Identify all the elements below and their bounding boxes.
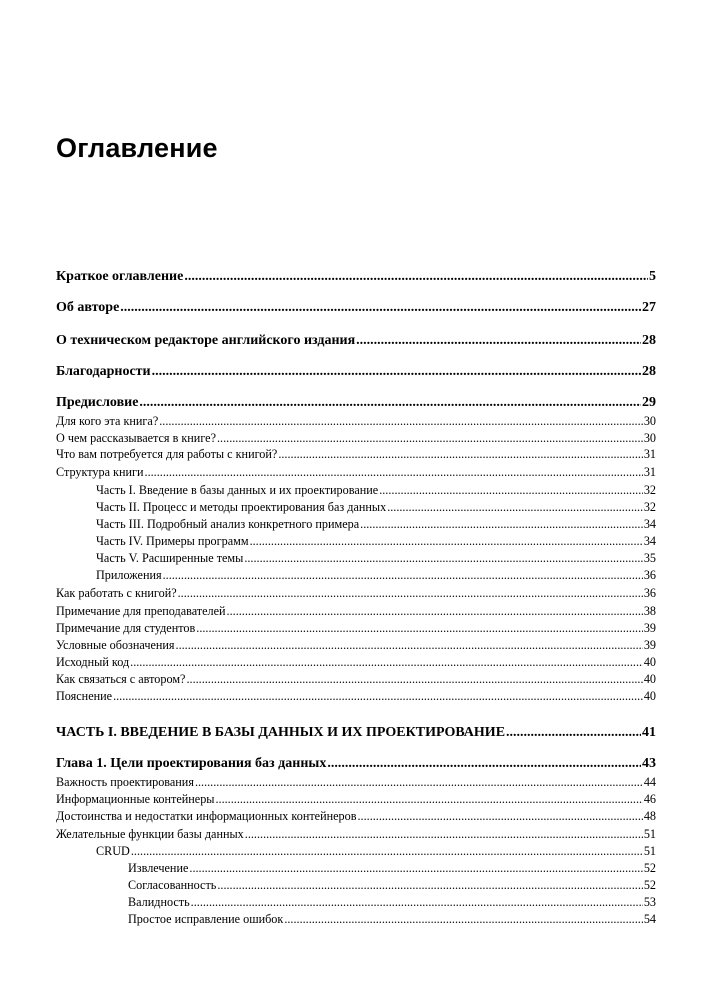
toc-entry-label: О техническом редакторе английского издания (56, 333, 356, 348)
dot-leader (379, 482, 643, 498)
toc-page-number: 29 (642, 395, 656, 410)
dot-leader (217, 430, 643, 446)
toc-entry-label: Часть II. Процесс и методы проектирования баз данных (96, 500, 387, 514)
toc-entry-label: Краткое оглавление (56, 269, 184, 284)
toc-entry-label: Желательные функции базы данных (56, 827, 244, 841)
toc-heading-entry (56, 755, 656, 773)
toc-entry (56, 533, 656, 549)
toc-page-number: 32 (643, 500, 656, 514)
toc-page-number: 30 (643, 431, 656, 445)
toc-entry (56, 826, 656, 842)
toc-entry-label: О чем рассказывается в книге? (56, 431, 216, 445)
dot-leader (250, 533, 643, 549)
dot-leader (196, 620, 643, 636)
dot-leader (278, 446, 642, 462)
toc-page-number: 44 (643, 775, 656, 789)
dot-leader (215, 791, 642, 807)
toc-entry (56, 446, 656, 462)
toc-entry (56, 894, 656, 910)
toc-page-number: 52 (643, 878, 656, 892)
dot-leader (186, 671, 642, 687)
toc-entry-label: Часть V. Расширенные темы (96, 551, 244, 565)
toc-entry-label: Часть III. Подробный анализ конкретного примера (96, 517, 360, 531)
toc-entry (56, 499, 656, 515)
toc-page-number: 40 (643, 689, 656, 703)
dot-leader (360, 516, 643, 532)
toc-entry-label: Приложения (96, 568, 162, 582)
toc-page-number: 31 (643, 447, 656, 461)
dot-leader (178, 585, 643, 601)
dot-leader (145, 464, 643, 480)
dot-leader (163, 567, 643, 583)
toc-entry-label: Информационные контейнеры (56, 792, 215, 806)
toc-page-number: 46 (643, 792, 656, 806)
toc-entry (56, 550, 656, 566)
toc-entry (56, 567, 656, 583)
toc-entry-label: CRUD (96, 844, 130, 858)
toc-page-number: 48 (643, 809, 656, 823)
toc-entry (56, 911, 656, 927)
toc-heading-entry (56, 268, 656, 286)
toc-page-number: 39 (643, 621, 656, 635)
dot-leader (152, 363, 641, 381)
toc-page-number: 38 (643, 604, 656, 618)
toc-page-number: 39 (643, 638, 656, 652)
toc-page-number: 36 (643, 568, 656, 582)
dot-leader (284, 911, 642, 927)
dot-leader (327, 755, 641, 773)
dot-leader (245, 826, 643, 842)
toc-page-number: 41 (642, 725, 656, 740)
toc-entry (56, 620, 656, 636)
toc-entry (56, 413, 656, 429)
dot-leader (189, 860, 642, 876)
toc-entry-label: Исходный код (56, 655, 130, 669)
toc-page-number: 31 (643, 465, 656, 479)
toc-entry (56, 791, 656, 807)
dot-leader (130, 654, 643, 670)
toc-entry (56, 860, 656, 876)
toc-page-number: 32 (643, 483, 656, 497)
dot-leader (191, 894, 643, 910)
dot-leader (506, 724, 641, 742)
toc-entry (56, 671, 656, 687)
dot-leader (356, 332, 641, 350)
dot-leader (184, 268, 648, 286)
toc-entry (56, 516, 656, 532)
dot-leader (244, 550, 642, 566)
toc-entry-label: Извлечение (128, 861, 189, 875)
toc-entry-label: Для кого эта книга? (56, 414, 159, 428)
toc-entry (56, 464, 656, 480)
toc-page-number: 28 (642, 333, 656, 348)
toc-entry-label: Примечание для студентов (56, 621, 196, 635)
dot-leader (358, 808, 643, 824)
toc-entry (56, 843, 656, 859)
toc-entry-label: Что вам потребуется для работы с книгой? (56, 447, 278, 461)
toc-page-number: 34 (643, 534, 656, 548)
toc-entry-label: Глава 1. Цели проектирования баз данных (56, 756, 327, 771)
toc-page-number: 35 (643, 551, 656, 565)
toc-page-number: 36 (643, 586, 656, 600)
toc-entry-label: Условные обозначения (56, 638, 175, 652)
toc-page-number: 30 (643, 414, 656, 428)
toc-entry-label: Примечание для преподавателей (56, 604, 226, 618)
dot-leader (139, 394, 641, 412)
toc-heading-entry (56, 299, 656, 317)
toc-page-number: 51 (643, 844, 656, 858)
dot-leader (113, 688, 643, 704)
toc-heading-entry (56, 363, 656, 381)
toc-entry-label: Структура книги (56, 465, 144, 479)
toc-page-number: 40 (643, 655, 656, 669)
toc-entry-label: Как связаться с автором? (56, 672, 186, 686)
toc-entry-label: Согласованность (128, 878, 217, 892)
dot-leader (387, 499, 643, 515)
toc-entry (56, 808, 656, 824)
toc-entry (56, 774, 656, 790)
toc-page-number: 53 (643, 895, 656, 909)
toc-page-number: 51 (643, 827, 656, 841)
toc-page-number: 54 (643, 912, 656, 926)
dot-leader (176, 637, 643, 653)
toc-entry-label: Предисловие (56, 395, 139, 410)
toc-page-number: 5 (649, 269, 656, 284)
toc-entry (56, 603, 656, 619)
toc-entry-label: Часть I. Введение в базы данных и их проектирование (96, 483, 379, 497)
toc-entry-label: Простое исправление ошибок (128, 912, 284, 926)
toc-heading-entry (56, 724, 656, 742)
toc-page-number: 43 (642, 756, 656, 771)
dot-leader (131, 843, 643, 859)
dot-leader (217, 877, 642, 893)
dot-leader (159, 413, 643, 429)
toc-page-number: 28 (642, 364, 656, 379)
toc-page-number: 40 (643, 672, 656, 686)
toc-entry-label: Валидность (128, 895, 190, 909)
dot-leader (195, 774, 643, 790)
toc-entry-label: Об авторе (56, 300, 120, 315)
dot-leader (120, 299, 641, 317)
toc-entry (56, 877, 656, 893)
toc-entry (56, 688, 656, 704)
toc-entry (56, 637, 656, 653)
toc-entry (56, 430, 656, 446)
toc-entry-label: Достоинства и недостатки информационных контейнеров (56, 809, 357, 823)
toc-entry-label: Пояснение (56, 689, 113, 703)
toc-page-number: 27 (642, 300, 656, 315)
page-title: Оглавление (56, 133, 218, 163)
toc-entry-label: Важность проектирования (56, 775, 194, 789)
toc-entry (56, 585, 656, 601)
toc-entry-label: Как работать с книгой? (56, 586, 177, 600)
toc-heading-entry (56, 332, 656, 350)
toc-entry-label: Часть IV. Примеры программ (96, 534, 249, 548)
toc-entry-label: ЧАСТЬ I. ВВЕДЕНИЕ В БАЗЫ ДАННЫХ И ИХ ПРОЕКТИРОВАНИЕ (56, 725, 506, 740)
toc-page-number: 52 (643, 861, 656, 875)
toc-entry-label: Благодарности (56, 364, 151, 379)
toc-entry (56, 654, 656, 670)
toc-entry (56, 482, 656, 498)
dot-leader (227, 603, 643, 619)
toc-heading-entry (56, 394, 656, 412)
toc-page-number: 34 (643, 517, 656, 531)
